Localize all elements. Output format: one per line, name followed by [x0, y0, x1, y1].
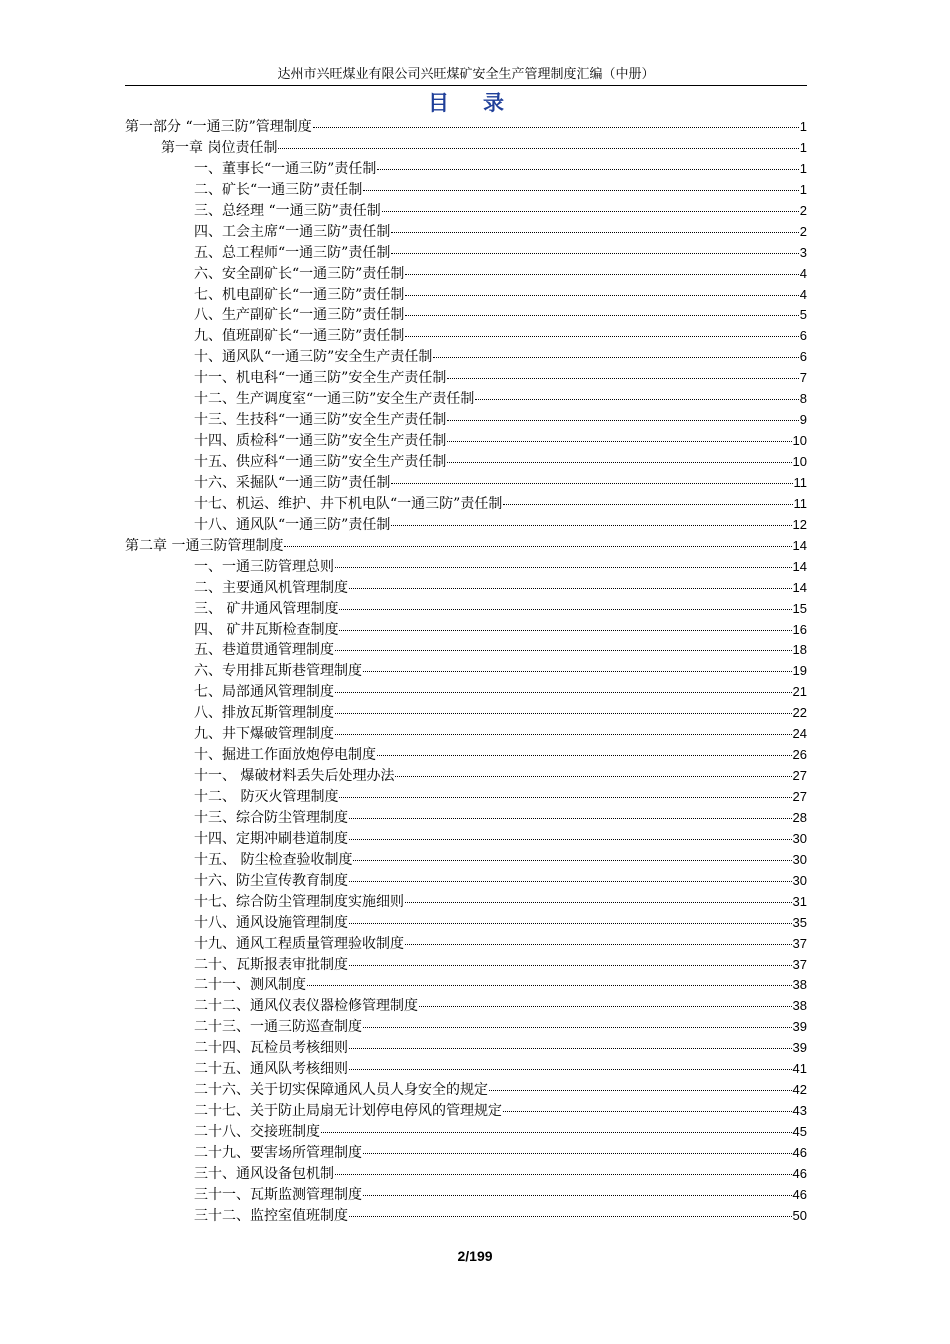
toc-entry[interactable] [125, 892, 807, 913]
toc-entry[interactable] [125, 975, 807, 996]
toc-entry-label: 二十七、关于防止局扇无计划停电停风的管理规定 [194, 1103, 502, 1120]
toc-entry[interactable] [125, 326, 807, 347]
toc-entry-page: 16 [792, 621, 807, 637]
toc-entry-label: 十四、定期冲刷巷道制度 [194, 830, 348, 847]
toc-leader-dots [391, 232, 798, 233]
toc-entry-page: 39 [792, 1019, 807, 1035]
toc-entry-label: 二十五、通风队考核细则 [194, 1061, 348, 1078]
toc-entry[interactable] [125, 452, 807, 473]
toc-entry-page: 45 [792, 1124, 807, 1139]
toc-entry[interactable] [125, 557, 807, 578]
toc-entry-page: 31 [792, 893, 807, 909]
toc-entry-label: 二、主要通风机管理制度 [194, 579, 348, 596]
toc-entry-page: 22 [792, 705, 807, 721]
toc-leader-dots [489, 1090, 792, 1091]
toc-leader-dots [395, 776, 791, 777]
table-of-contents [125, 117, 807, 1227]
toc-entry-label: 十一、 爆破材料丢失后处理办法 [194, 768, 395, 785]
toc-entry-label: 三、总经理 “一通三防”责任制 [194, 202, 381, 219]
toc-entry-page: 46 [792, 1144, 807, 1160]
toc-entry[interactable] [125, 1059, 807, 1080]
toc-entry[interactable] [125, 159, 807, 180]
toc-entry-label: 十六、采掘队“一通三防”责任制 [194, 474, 391, 491]
toc-entry[interactable] [125, 682, 807, 703]
toc-leader-dots [349, 965, 792, 966]
toc-entry-label: 十、掘进工作面放炮停电制度 [194, 747, 376, 764]
toc-leader-dots [382, 211, 799, 212]
toc-entry-label: 五、巷道贯通管理制度 [194, 642, 334, 659]
toc-entry[interactable] [125, 578, 807, 599]
toc-leader-dots [447, 441, 791, 442]
toc-entry[interactable] [125, 222, 807, 243]
toc-entry[interactable] [125, 1017, 807, 1038]
toc-leader-dots [391, 525, 791, 526]
toc-entry-label: 八、生产副矿长“一通三防”责任制 [194, 307, 405, 324]
toc-entry-label: 十、通风队“一通三防”安全生产责任制 [194, 349, 433, 366]
toc-entry-label: 二十八、交接班制度 [194, 1124, 320, 1140]
toc-entry-label: 二十六、关于切实保障通风人员人身安全的规定 [194, 1082, 488, 1099]
toc-entry-page: 46 [792, 1165, 807, 1181]
toc-entry[interactable] [125, 368, 807, 389]
toc-entry-label: 一、一通三防管理总则 [194, 558, 334, 575]
toc-entry[interactable] [125, 808, 807, 829]
toc-entry-page: 12 [792, 516, 807, 532]
toc-entry-label: 六、安全副矿长“一通三防”责任制 [194, 265, 405, 282]
toc-leader-dots [391, 253, 798, 254]
toc-entry-label: 二、矿长“一通三防”责任制 [194, 181, 363, 198]
toc-leader-dots [353, 860, 791, 861]
toc-leader-dots [349, 1216, 792, 1217]
toc-leader-dots [363, 1027, 792, 1028]
toc-entry-page: 11 [793, 495, 807, 511]
toc-entry-page: 2 [799, 223, 807, 239]
toc-entry[interactable] [125, 1143, 807, 1164]
toc-entry-label: 二十二、通风仪表仪器检修管理制度 [194, 998, 418, 1015]
toc-leader-dots [349, 818, 792, 819]
toc-entry-label: 二十四、瓦检员考核细则 [194, 1040, 348, 1057]
toc-entry-label: 六、专用排瓦斯巷管理制度 [194, 663, 362, 680]
toc-entry-label: 四、工会主席“一通三防”责任制 [194, 223, 391, 240]
toc-entry[interactable] [125, 787, 807, 808]
toc-entry-page: 1 [799, 160, 807, 176]
toc-entry[interactable] [125, 1206, 807, 1227]
toc-entry-label: 二十一、测风制度 [194, 977, 306, 994]
toc-entry[interactable] [125, 850, 807, 871]
toc-entry-page: 11 [793, 474, 807, 490]
toc-entry-page: 4 [799, 265, 807, 281]
toc-entry-page: 14 [792, 537, 807, 553]
toc-entry-page: 38 [792, 998, 807, 1014]
toc-entry[interactable] [125, 955, 807, 976]
toc-entry[interactable] [125, 536, 807, 557]
toc-entry[interactable] [125, 661, 807, 682]
toc-leader-dots [335, 567, 792, 568]
toc-entry-label: 第一部分 “一通三防”管理制度 [125, 119, 312, 135]
toc-entry-page: 3 [799, 244, 807, 260]
toc-leader-dots [363, 1195, 792, 1196]
toc-entry-page: 1 [799, 119, 807, 134]
toc-entry-page: 5 [799, 307, 807, 323]
toc-entry-page: 21 [792, 684, 807, 700]
toc-entry[interactable] [125, 1038, 807, 1059]
toc-entry-label: 十二、 防灭火管理制度 [194, 789, 339, 805]
toc-leader-dots [391, 483, 792, 484]
toc-entry-label: 二十三、一通三防巡查制度 [194, 1019, 362, 1036]
toc-entry-label: 十三、综合防尘管理制度 [194, 809, 348, 826]
toc-entry[interactable] [125, 431, 807, 452]
toc-leader-dots [419, 1006, 792, 1007]
toc-leader-dots [475, 399, 798, 400]
toc-entry[interactable] [125, 934, 807, 955]
toc-entry-page: 41 [792, 1061, 807, 1077]
toc-entry[interactable] [125, 1080, 807, 1101]
toc-entry-label: 四、 矿井瓦斯检查制度 [194, 621, 339, 638]
toc-leader-dots [405, 944, 792, 945]
toc-entry-page: 10 [792, 433, 807, 449]
toc-entry[interactable] [125, 871, 807, 892]
toc-leader-dots [405, 902, 792, 903]
toc-leader-dots [349, 923, 792, 924]
toc-title: 目录 [428, 90, 538, 115]
toc-leader-dots [335, 734, 792, 735]
toc-entry-label: 三十二、监控室值班制度 [194, 1207, 348, 1224]
toc-entry-page: 50 [792, 1207, 807, 1223]
toc-entry-label: 十五、供应科“一通三防”安全生产责任制 [194, 454, 447, 470]
toc-entry-label: 十三、生技科“一通三防”安全生产责任制 [194, 412, 447, 429]
toc-entry[interactable] [125, 599, 807, 620]
toc-entry-page: 6 [799, 328, 807, 344]
toc-entry-label: 三、 矿井通风管理制度 [194, 600, 339, 617]
toc-leader-dots [339, 609, 791, 610]
toc-entry-label: 九、值班副矿长“一通三防”责任制 [194, 328, 405, 345]
toc-entry-page: 2 [799, 202, 807, 218]
toc-entry-label: 十一、机电科“一通三防”安全生产责任制 [194, 370, 447, 387]
toc-entry[interactable] [125, 117, 807, 138]
toc-entry-page: 9 [799, 412, 807, 428]
toc-entry-label: 七、局部通风管理制度 [194, 684, 334, 701]
toc-entry-page: 39 [792, 1040, 807, 1056]
toc-leader-dots [377, 169, 798, 170]
toc-entry[interactable] [125, 347, 807, 368]
toc-entry-label: 十八、通风设施管理制度 [194, 914, 348, 931]
toc-leader-dots [503, 504, 792, 505]
toc-leader-dots [307, 985, 792, 986]
toc-leader-dots [349, 1069, 792, 1070]
toc-entry-label: 十四、质检科“一通三防”安全生产责任制 [194, 433, 447, 450]
toc-entry-page: 14 [792, 558, 807, 574]
toc-entry-label: 五、总工程师“一通三防”责任制 [194, 244, 391, 261]
toc-entry[interactable] [125, 285, 807, 306]
toc-leader-dots [349, 1048, 792, 1049]
toc-entry-page: 37 [792, 956, 807, 972]
toc-entry-label: 十七、综合防尘管理制度实施细则 [194, 893, 404, 910]
toc-entry-page: 14 [792, 579, 807, 595]
toc-leader-dots [321, 1132, 792, 1133]
toc-entry-page: 18 [792, 642, 807, 658]
toc-leader-dots [335, 1174, 792, 1175]
toc-entry-page: 42 [792, 1082, 807, 1098]
current-page-number: 2 [457, 1248, 466, 1264]
toc-leader-dots [339, 797, 791, 798]
toc-entry-page: 35 [792, 914, 807, 930]
toc-entry-page: 1 [799, 181, 807, 197]
toc-entry-page: 24 [792, 726, 807, 742]
toc-entry-page: 6 [799, 349, 807, 365]
toc-entry[interactable] [125, 996, 807, 1017]
toc-entry[interactable] [125, 640, 807, 661]
toc-leader-dots [339, 630, 791, 631]
toc-entry-page: 30 [792, 851, 807, 867]
toc-entry[interactable] [125, 180, 807, 201]
toc-entry-page: 7 [799, 370, 807, 386]
toc-leader-dots [363, 190, 798, 191]
toc-entry-label: 二十九、要害场所管理制度 [194, 1144, 362, 1161]
toc-entry[interactable] [125, 620, 807, 641]
toc-entry-page: 19 [792, 663, 807, 679]
toc-leader-dots [447, 378, 798, 379]
toc-leader-dots [335, 713, 792, 714]
toc-entry-label: 九、井下爆破管理制度 [194, 726, 334, 743]
toc-leader-dots [447, 420, 798, 421]
toc-entry[interactable] [125, 829, 807, 850]
toc-leader-dots [349, 839, 792, 840]
toc-entry-label: 十六、防尘宣传教育制度 [194, 872, 348, 889]
toc-leader-dots [363, 1153, 792, 1154]
toc-leader-dots [405, 274, 798, 275]
toc-entry-label: 二十、瓦斯报表审批制度 [194, 956, 348, 973]
toc-entry[interactable] [125, 473, 807, 494]
toc-entry-page: 37 [792, 935, 807, 951]
toc-entry-label: 十二、生产调度室“一通三防”安全生产责任制 [194, 391, 475, 408]
toc-entry[interactable] [125, 1101, 807, 1122]
toc-entry-page: 27 [792, 789, 807, 804]
toc-entry[interactable] [125, 745, 807, 766]
toc-entry[interactable] [125, 766, 807, 787]
toc-leader-dots [349, 588, 792, 589]
toc-entry[interactable] [125, 724, 807, 745]
toc-entry-page: 10 [792, 454, 807, 469]
toc-entry[interactable] [125, 138, 807, 159]
page-separator: / [465, 1248, 470, 1264]
toc-entry-page: 43 [792, 1103, 807, 1119]
toc-entry[interactable] [125, 410, 807, 431]
toc-entry-label: 十八、通风队“一通三防”责任制 [194, 516, 391, 533]
toc-entry[interactable] [125, 389, 807, 410]
toc-leader-dots [405, 295, 798, 296]
toc-entry-label: 三十一、瓦斯监测管理制度 [194, 1186, 362, 1203]
toc-entry[interactable] [125, 243, 807, 264]
toc-leader-dots [433, 357, 798, 358]
total-pages: 199 [469, 1248, 493, 1264]
toc-entry[interactable] [125, 264, 807, 285]
toc-entry-label: 十七、机运、维护、井下机电队“一通三防”责任制 [194, 495, 503, 512]
toc-leader-dots [377, 755, 792, 756]
toc-entry[interactable] [125, 494, 807, 515]
toc-entry[interactable] [125, 913, 807, 934]
toc-leader-dots [363, 671, 792, 672]
toc-entry-label: 第一章 岗位责任制 [161, 139, 278, 156]
page-footer [0, 1248, 950, 1264]
toc-leader-dots [278, 148, 798, 149]
toc-entry-page: 30 [792, 872, 807, 888]
toc-entry-page: 30 [792, 830, 807, 846]
toc-entry[interactable] [125, 1122, 807, 1143]
toc-entry-page: 38 [792, 977, 807, 993]
toc-entry-page: 1 [799, 139, 807, 155]
toc-entry-page: 46 [792, 1186, 807, 1202]
toc-entry[interactable] [125, 515, 807, 536]
toc-entry[interactable] [125, 1185, 807, 1206]
toc-leader-dots [335, 692, 792, 693]
toc-leader-dots [447, 462, 791, 463]
toc-entry-page: 27 [792, 768, 807, 784]
toc-entry-page: 26 [792, 747, 807, 763]
toc-entry-label: 七、机电副矿长“一通三防”责任制 [194, 286, 405, 303]
toc-leader-dots [284, 546, 791, 547]
toc-entry-page: 15 [792, 600, 807, 616]
toc-leader-dots [405, 315, 798, 316]
toc-leader-dots [405, 336, 798, 337]
toc-leader-dots [335, 650, 792, 651]
toc-entry[interactable] [125, 1164, 807, 1185]
toc-leader-dots [503, 1111, 792, 1112]
toc-entry[interactable] [125, 201, 807, 222]
toc-entry-label: 十五、 防尘检查验收制度 [194, 851, 353, 868]
toc-entry-page: 4 [799, 286, 807, 302]
running-header: 达州市兴旺煤业有限公司兴旺煤矿安全生产管理制度汇编（中册） [125, 66, 807, 86]
toc-entry-page: 8 [799, 391, 807, 407]
toc-entry[interactable] [125, 305, 807, 326]
toc-entry-page: 28 [792, 809, 807, 825]
toc-leader-dots [313, 127, 799, 128]
toc-entry-label: 第二章 一通三防管理制度 [125, 537, 284, 554]
toc-entry-label: 八、排放瓦斯管理制度 [194, 705, 334, 722]
toc-entry-label: 一、董事长“一通三防”责任制 [194, 160, 377, 177]
toc-entry-label: 十九、通风工程质量管理验收制度 [194, 935, 404, 952]
toc-entry-label: 三十、通风设备包机制 [194, 1165, 334, 1182]
toc-leader-dots [349, 881, 792, 882]
toc-entry[interactable] [125, 703, 807, 724]
